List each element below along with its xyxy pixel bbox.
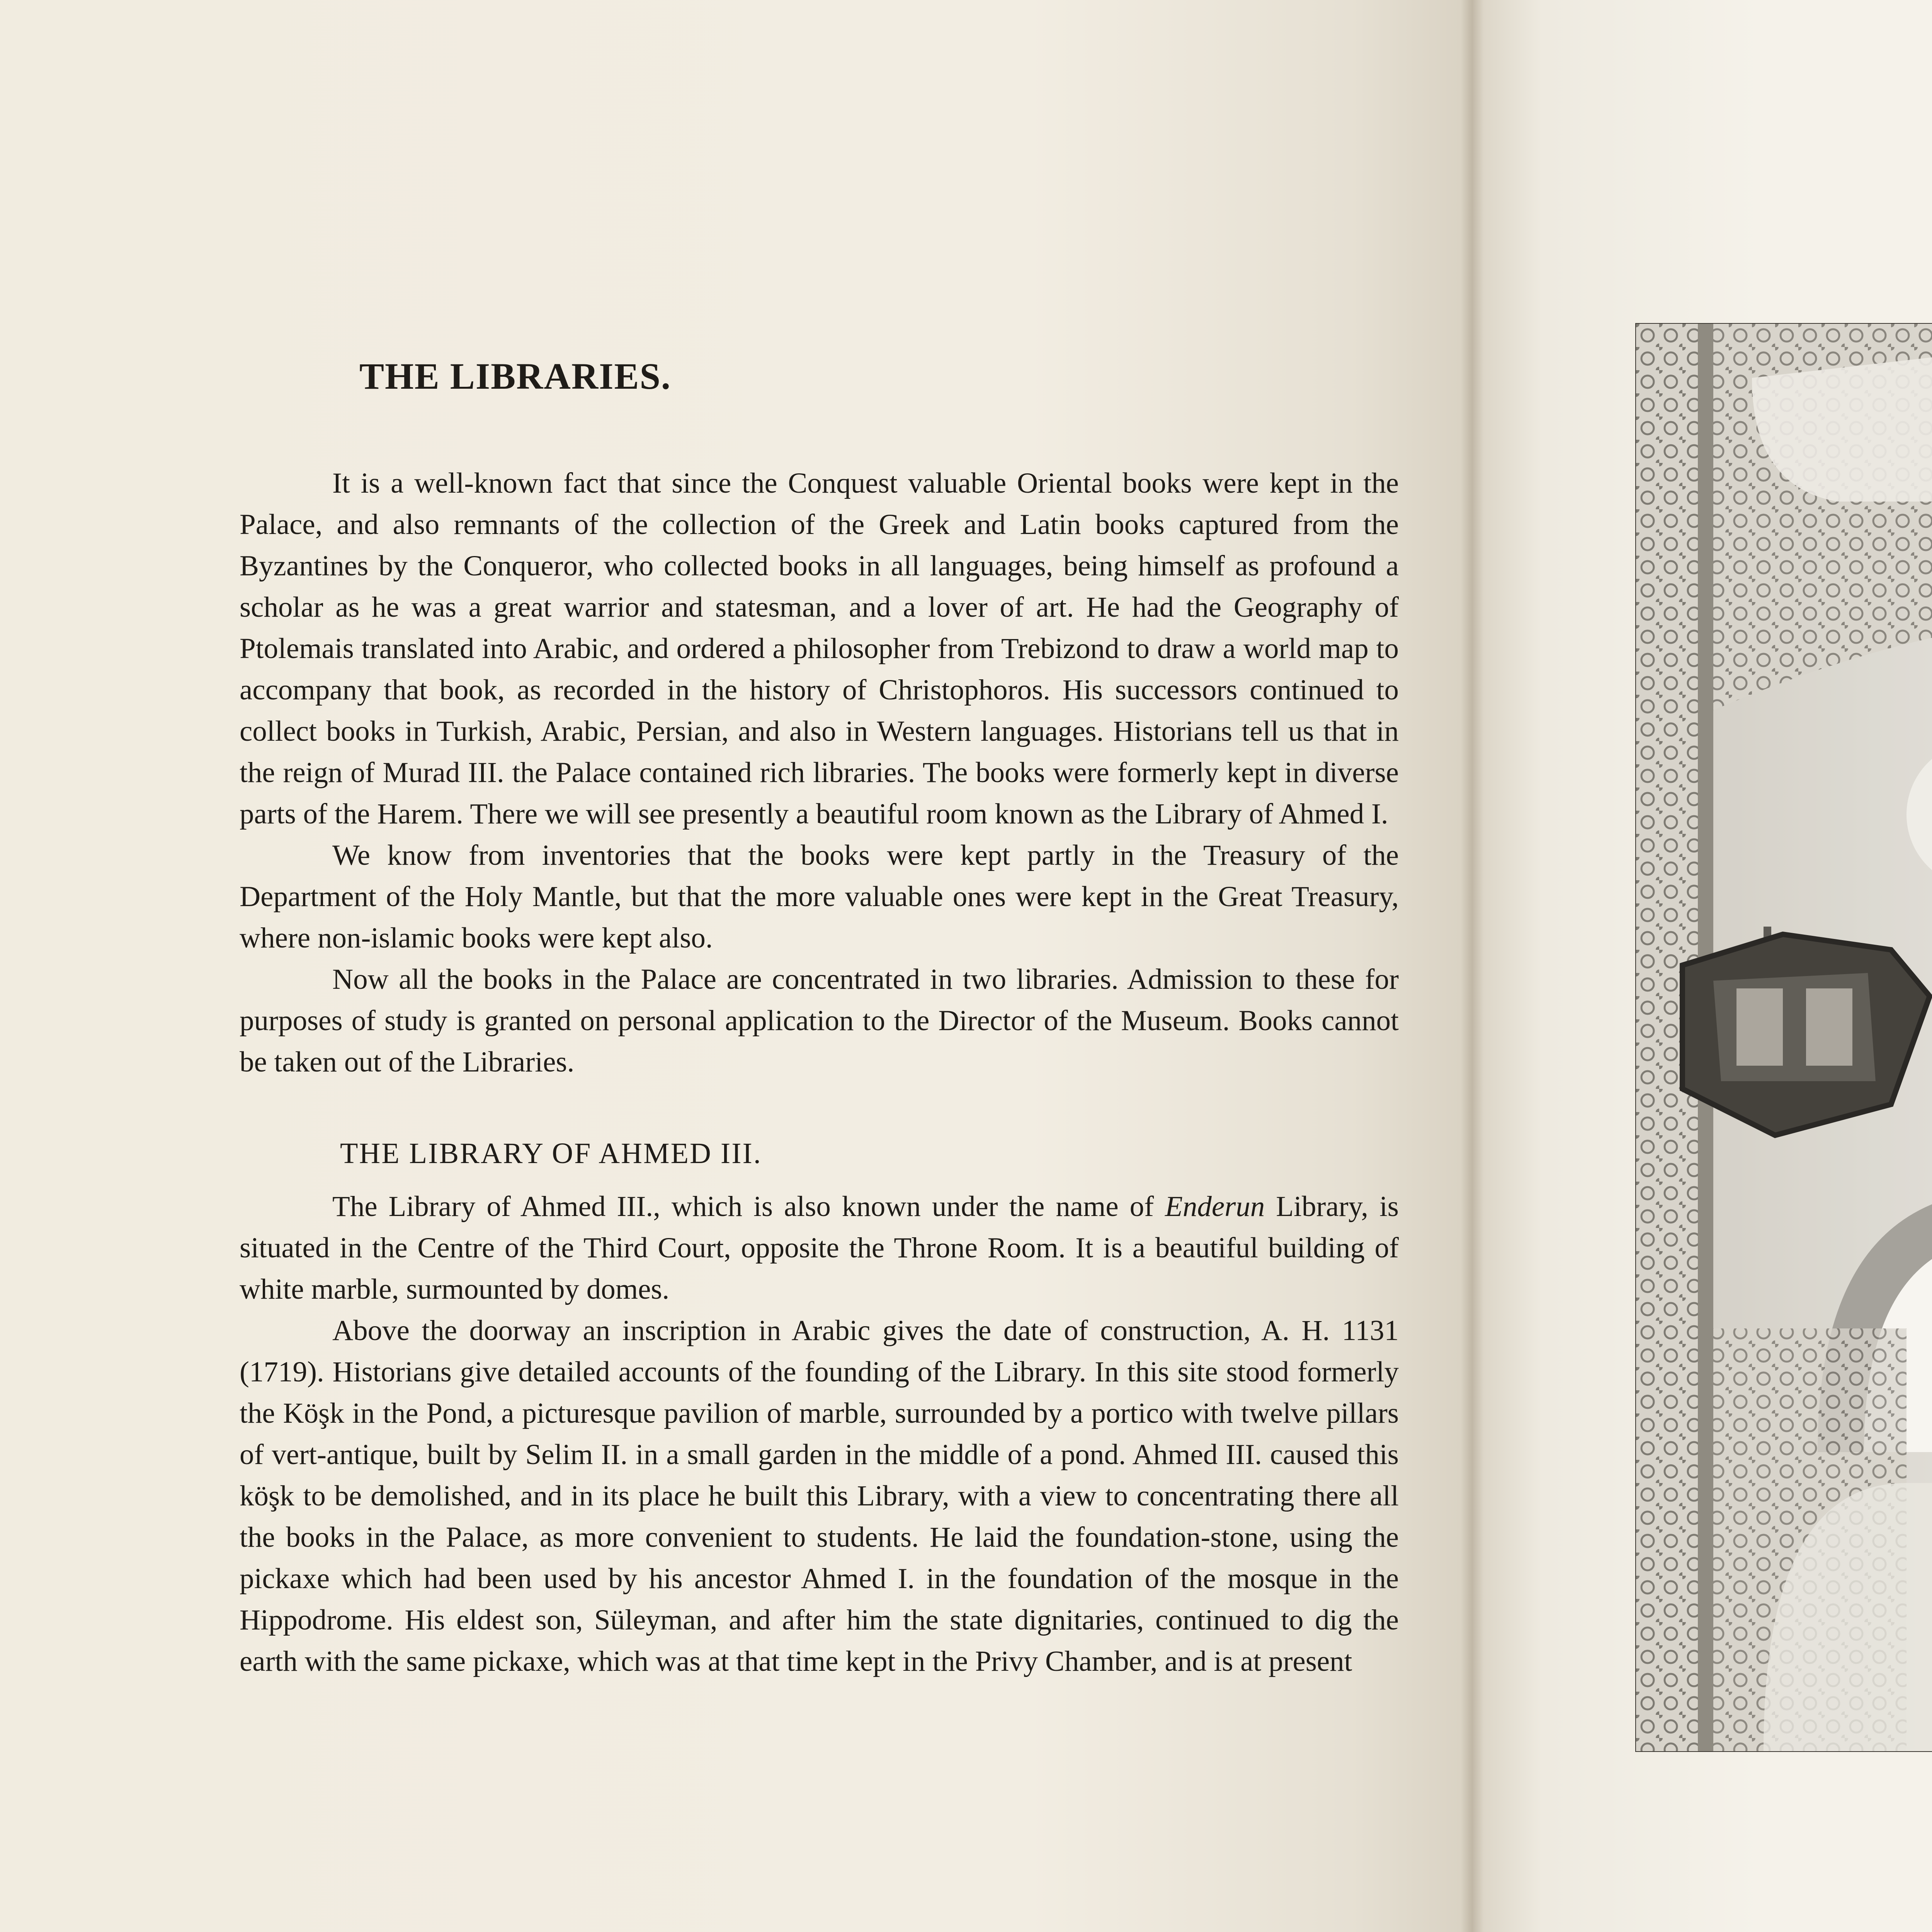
paragraph-3: Now all the books in the Palace are concentrated in two libraries. Admission to these for purposes of study is granted on personal application to the Director of the Museum. Books cannot be taken out of the Libraries.: [240, 963, 1399, 1078]
paragraph-4-italic: Enderun: [1165, 1190, 1265, 1223]
paragraph-5: Above the doorway an inscription in Arabic gives the date of construction, A. H. 1131 (1719). Historians give detailed accounts of the founding of the Library. In this site stood formerly the Köşk in the Pond, a picturesque pavilion of marble, surrounded by a portico with twelve pillars of vert-antique, built by Selim II. in a small garden in the middle of a pond. Ahmed III. caused this köşk to be demolished, and in its place he built this Library, with a view to concentrating there all the books in the Palace, as more convenient to students. He laid the foundation-stone, using the pickaxe which had been used by his ancestor Ahmed I. in the foundation of the mosque in the Hippodrome. His eldest son, Süleyman, and after him the state dignitaries, continued to dig the earth with the same pickaxe, which was at that time kept in the Privy Chamber, and is at present: [240, 1315, 1399, 1677]
chapter-title: THE LIBRARIES.: [359, 355, 671, 397]
section-subheading: THE LIBRARY OF AHMED III.: [340, 1137, 762, 1170]
photo-illustration: [1636, 324, 1932, 1751]
book-gutter: [1461, 0, 1484, 1932]
left-page-text: [240, 355, 1399, 1682]
paragraph-1: It is a well-known fact that since the Conquest valuable Oriental books were kept in the Palace, and also remnants of the collection of the Greek and Latin books captured from the Byzantines by the Conqueror, who collected books in all languages, being himself as profound a scholar as he was a great warrior and statesman, and a lover of art. He had the Geography of Ptolemais translated into Arabic, and ordered a philosopher from Trebizond to draw a world map to accompany that book, as recorded in the history of Christophoros. His successors continued to collect books in Turkish, Arabic, Persian, and also in Western languages. Historians tell us that in the reign of Murad III. the Palace contained rich libraries. The books were formerly kept in diverse parts of the Harem. There we will see presently a beautiful room known as the Library of Ahmed I.: [240, 467, 1399, 830]
paragraph-4: [240, 1186, 1399, 1310]
paragraph-2: We know from inventories that the books were kept partly in the Treasury of the Department of the Holy Mantle, but that the more valuable ones were kept in the Great Treasury, where non-islamic books were kept also.: [240, 839, 1399, 954]
library-interior-photo: [1636, 324, 1932, 1751]
paragraph-4-text-a: The Library of Ahmed III., which is also known under the name of: [332, 1190, 1165, 1223]
paragraph-4-text-b: Library, is situated in the Centre of the Third Court, opposite the Throne Room. It is a beautiful building of white marble, surmounted by domes.: [240, 1190, 1399, 1305]
